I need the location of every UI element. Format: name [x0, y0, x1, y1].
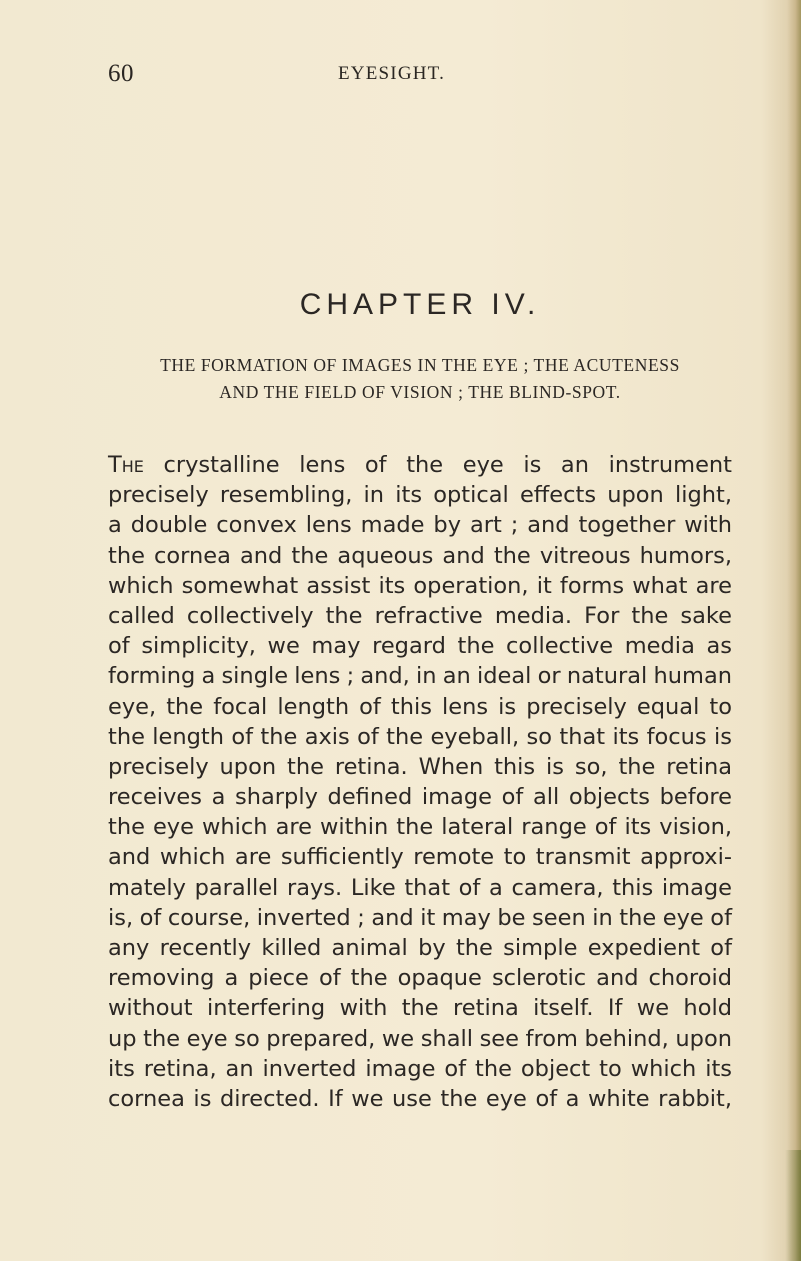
chapter-subtitle-line: AND THE FIELD OF VISION ; THE BLIND-SPOT.	[219, 382, 621, 402]
chapter-subtitle	[108, 352, 732, 406]
page-edge-shadow	[785, 1150, 801, 1261]
paragraph-line: its retina, an inverted image of the object to which its	[108, 1055, 732, 1082]
paragraph-line: the eye which are within the lateral range of its vision,	[108, 814, 732, 841]
paragraph-line: of simplicity, we may regard the collective media as	[108, 633, 732, 660]
chapter-heading: CHAPTER IV.	[299, 288, 541, 321]
paragraph-line: cornea is directed. If we use the eye of a white rabbit,	[108, 1085, 732, 1112]
page-number: 60	[108, 60, 134, 87]
paragraph-line: without interfering with the retina itself. If we hold	[108, 995, 732, 1022]
paragraph-line: the length of the axis of the eyeball, so that its focus is	[108, 723, 732, 750]
paragraph-line: called collectively the refractive media. For the sake	[108, 602, 732, 629]
paragraph-line: the cornea and the aqueous and the vitreous humors,	[108, 542, 732, 569]
chapter-subtitle-line: THE FORMATION OF IMAGES IN THE EYE ; THE ACUTENESS	[160, 355, 680, 375]
paragraph-line: up the eye so prepared, we shall see from behind, upon	[108, 1025, 732, 1052]
page-edge	[787, 0, 801, 1261]
body-paragraph	[108, 450, 732, 1114]
paragraph-line: is, of course, inverted ; and it may be seen in the eye of	[108, 904, 732, 931]
paragraph-line: receives a sharply defined image of all objects before	[108, 784, 732, 811]
running-title: EYESIGHT.	[338, 63, 446, 84]
paragraph-first-line	[108, 450, 732, 480]
paragraph-line: precisely upon the retina. When this is so, the retina	[108, 753, 732, 780]
paragraph-line: any recently killed animal by the simple expedient of	[108, 935, 732, 961]
paragraph-line: forming a single lens ; and, in an ideal or natural human	[108, 663, 732, 690]
paragraph-line: precisely resembling, in its optical effects upon light,	[108, 482, 732, 509]
running-head	[108, 60, 728, 90]
paragraph-line: which somewhat assist its operation, it forms what are	[108, 572, 732, 599]
paragraph-line: mately parallel rays. Like that of a camera, this image	[108, 874, 732, 901]
paragraph-line: eye, the focal length of this lens is precisely equal to	[108, 693, 732, 720]
drop-word: The	[108, 452, 144, 478]
paragraph-line: removing a piece of the opaque sclerotic and choroid	[108, 965, 732, 992]
first-line-text: crystalline lens of the eye is an instrument	[143, 452, 732, 478]
paragraph-line: and which are sufficiently remote to transmit approxi-	[108, 844, 732, 871]
paragraph-line: a double convex lens made by art ; and together with	[108, 512, 732, 539]
